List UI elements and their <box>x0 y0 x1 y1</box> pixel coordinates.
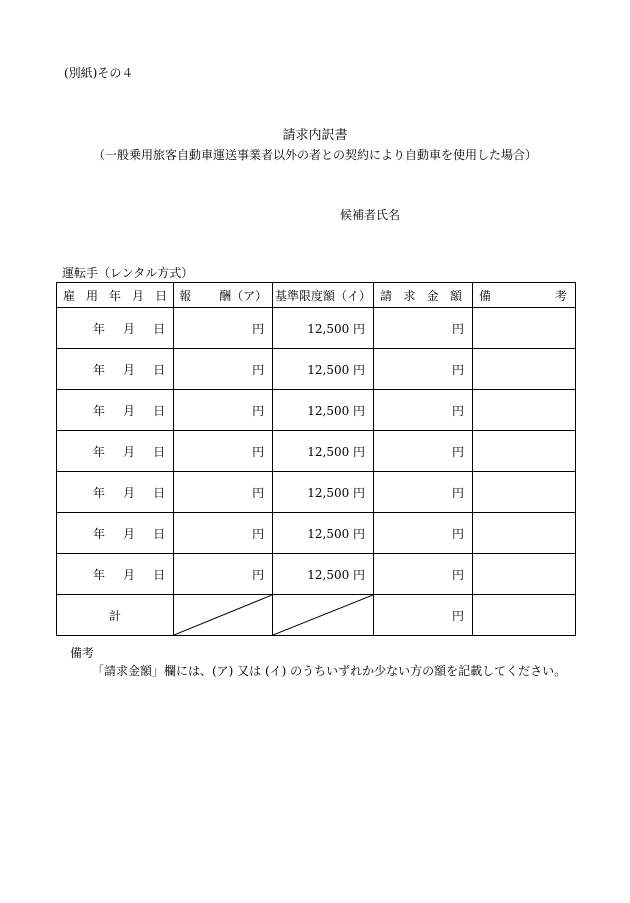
year-label: 年 <box>93 444 106 459</box>
fee-cell: 円 <box>174 308 273 349</box>
month-label: 月 <box>123 362 136 377</box>
day-label: 日 <box>153 403 166 418</box>
table-row <box>57 472 576 513</box>
claim-cell: 円 <box>374 308 473 349</box>
month-label: 月 <box>123 485 136 500</box>
limit-cell: 12,500 円 <box>273 431 374 472</box>
header-char: 用 <box>86 288 99 303</box>
header-char: 年 <box>109 288 122 303</box>
total-remarks-cell <box>473 595 576 636</box>
day-label: 日 <box>153 526 166 541</box>
month-label: 月 <box>123 567 136 582</box>
header-char: 額 <box>449 288 462 303</box>
fee-cell: 円 <box>174 431 273 472</box>
claim-breakdown-table <box>56 282 576 636</box>
header-limit-label: 基準限度額（イ） <box>275 288 372 303</box>
fee-cell: 円 <box>174 554 273 595</box>
header-claim <box>374 283 473 308</box>
year-label: 年 <box>93 485 106 500</box>
total-claim-cell: 円 <box>374 595 473 636</box>
fee-cell: 円 <box>174 349 273 390</box>
fee-cell: 円 <box>174 390 273 431</box>
total-fee-crossed-cell <box>174 595 273 636</box>
header-char: 備 <box>479 288 492 303</box>
limit-cell: 12,500 円 <box>273 472 374 513</box>
table-row <box>57 308 576 349</box>
header-char: 日 <box>155 288 168 303</box>
year-label: 年 <box>93 403 106 418</box>
header-remarks <box>473 283 576 308</box>
month-label: 月 <box>123 444 136 459</box>
document-title: 請求内訳書 <box>282 128 348 143</box>
diagonal-line <box>174 595 272 635</box>
limit-cell: 12,500 円 <box>273 390 374 431</box>
month-label: 月 <box>123 403 136 418</box>
year-label: 年 <box>93 321 106 336</box>
fee-cell: 円 <box>174 513 273 554</box>
remarks-cell <box>473 349 576 390</box>
day-label: 日 <box>153 362 166 377</box>
table-row <box>57 554 576 595</box>
total-row <box>57 595 576 636</box>
diagonal-line <box>273 595 373 635</box>
fee-cell: 円 <box>174 472 273 513</box>
header-char: 報 <box>179 288 192 303</box>
table-row <box>57 431 576 472</box>
table-row <box>57 513 576 554</box>
header-limit <box>273 283 374 308</box>
remarks-cell <box>473 390 576 431</box>
day-label: 日 <box>153 567 166 582</box>
claim-cell: 円 <box>374 472 473 513</box>
attachment-label: (別紙)その４ <box>64 66 134 80</box>
day-label: 日 <box>153 444 166 459</box>
day-label: 日 <box>153 321 166 336</box>
limit-cell: 12,500 円 <box>273 554 374 595</box>
remarks-cell <box>473 513 576 554</box>
claim-cell: 円 <box>374 390 473 431</box>
remarks-cell <box>473 431 576 472</box>
header-employment-date <box>57 283 174 308</box>
claim-cell: 円 <box>374 554 473 595</box>
header-char: 雇 <box>63 288 76 303</box>
note-heading: 備考 <box>70 646 95 660</box>
header-char: 求 <box>403 288 416 303</box>
header-char: 月 <box>132 288 145 303</box>
table-header-row <box>57 283 576 308</box>
header-fee <box>174 283 273 308</box>
remarks-cell <box>473 472 576 513</box>
month-label: 月 <box>123 321 136 336</box>
section-label: 運転手（レンタル方式） <box>62 266 194 280</box>
claim-cell: 円 <box>374 431 473 472</box>
limit-cell: 12,500 円 <box>273 513 374 554</box>
month-label: 月 <box>123 526 136 541</box>
candidate-name-label: 候補者氏名 <box>340 208 401 222</box>
note-text: 「請求金額」欄には、(ア) 又は (イ) のうちいずれか少ない方の額を記載してください。 <box>92 664 567 678</box>
limit-cell: 12,500 円 <box>273 308 374 349</box>
header-char: 酬（ア） <box>219 288 268 303</box>
total-label: 計 <box>57 595 174 636</box>
limit-cell: 12,500 円 <box>273 349 374 390</box>
year-label: 年 <box>93 567 106 582</box>
header-char: 請 <box>380 288 393 303</box>
document-subtitle: （一般乗用旅客自動車運送事業者以外の者との契約により自動車を使用した場合） <box>92 148 537 162</box>
table-row <box>57 390 576 431</box>
claim-cell: 円 <box>374 513 473 554</box>
remarks-cell <box>473 308 576 349</box>
claim-cell: 円 <box>374 349 473 390</box>
year-label: 年 <box>93 526 106 541</box>
year-label: 年 <box>93 362 106 377</box>
remarks-cell <box>473 554 576 595</box>
total-limit-crossed-cell <box>273 595 374 636</box>
header-char: 金 <box>426 288 439 303</box>
day-label: 日 <box>153 485 166 500</box>
header-char: 考 <box>554 288 567 303</box>
table-row <box>57 349 576 390</box>
